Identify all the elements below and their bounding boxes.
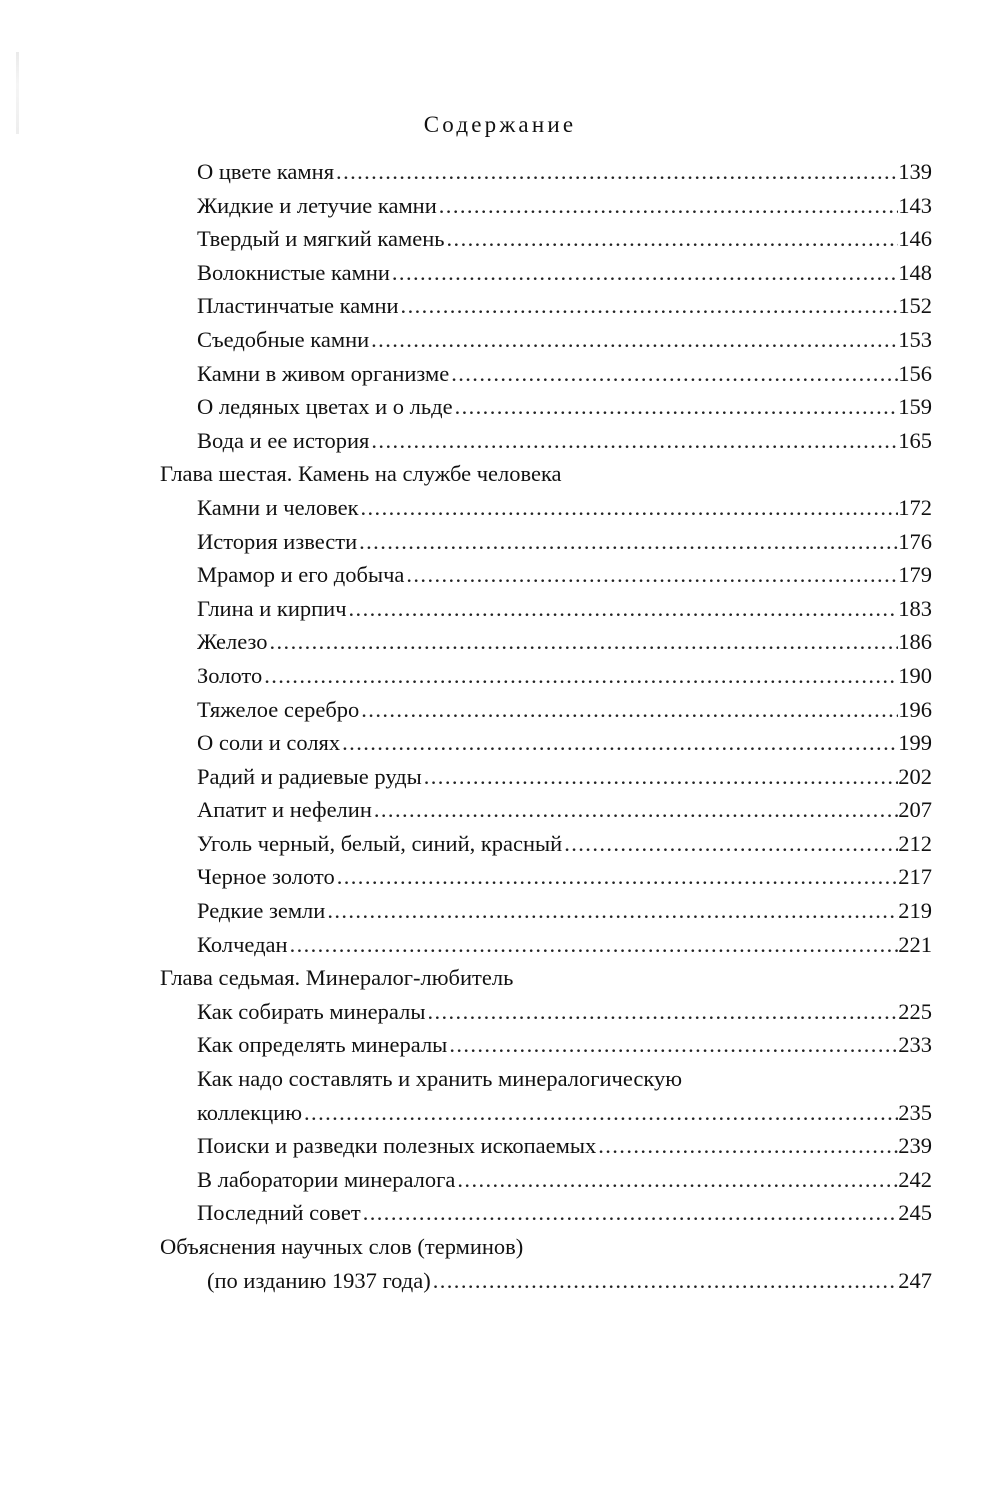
toc-entry-title: Камни в живом организме <box>197 357 449 391</box>
dot-leader <box>404 558 898 592</box>
page-title: Содержание <box>423 112 577 137</box>
toc-entry <box>160 928 932 962</box>
toc-entry-page: 156 <box>898 360 932 386</box>
toc-entry-page: 186 <box>898 629 932 655</box>
toc-entry-page: 146 <box>898 226 932 252</box>
toc-entry <box>160 793 932 827</box>
toc-entry <box>160 1196 932 1230</box>
toc-entry-page: 233 <box>898 1032 932 1058</box>
toc-entry-page: 242 <box>898 1166 932 1192</box>
toc-entry <box>160 860 932 894</box>
toc-entry <box>160 827 932 861</box>
toc-entry <box>160 222 932 256</box>
chapter-title: Объяснения научных слов (терминов) <box>160 1230 523 1264</box>
dot-leader <box>335 860 899 894</box>
dot-leader <box>445 222 899 256</box>
dot-leader <box>325 894 898 928</box>
dot-leader <box>369 424 898 458</box>
toc-entry-continuation <box>160 1096 932 1130</box>
toc-entry-page: 196 <box>898 696 932 722</box>
chapter-title: Глава седьмая. Минералог-любитель <box>160 961 513 995</box>
toc-entry-page: 219 <box>898 898 932 924</box>
toc-entry-page: 221 <box>898 931 932 957</box>
toc-entry <box>160 894 932 928</box>
dot-leader <box>562 827 898 861</box>
toc-entry-page: 199 <box>898 730 932 756</box>
toc-entry-title: Съедобные камни <box>197 323 369 357</box>
toc-entry <box>160 357 932 391</box>
toc-entry-title: О ледяных цветах и о льде <box>197 390 453 424</box>
toc-entry <box>160 155 932 189</box>
toc-entry-title: Волокнистые камни <box>197 256 390 290</box>
toc-entry-title: Твердый и мягкий камень <box>197 222 445 256</box>
toc-entry-title: Радий и радиевые руды <box>197 760 422 794</box>
dot-leader <box>431 1264 899 1298</box>
toc-entry <box>160 256 932 290</box>
toc-entry <box>160 525 932 559</box>
toc-entry-continuation <box>160 1264 932 1298</box>
dot-leader <box>447 1028 898 1062</box>
toc-entry-title: О цвете камня <box>197 155 334 189</box>
toc-entry-title: Поиски и разведки полезных ископаемых <box>197 1129 596 1163</box>
toc-entry <box>160 189 932 223</box>
toc-entry <box>160 1129 932 1163</box>
toc-entry <box>160 1062 932 1096</box>
toc-entry-title: Как надо составлять и хранить минералогическую <box>197 1062 682 1096</box>
dot-leader <box>455 1163 898 1197</box>
dot-leader <box>399 289 899 323</box>
toc-entry-title: Апатит и нефелин <box>197 793 372 827</box>
dot-leader <box>372 793 898 827</box>
dot-leader <box>359 491 899 525</box>
dot-leader <box>334 155 898 189</box>
toc-entry-title: Глина и кирпич <box>197 592 347 626</box>
toc-entry <box>160 289 932 323</box>
toc-entry <box>160 1028 932 1062</box>
toc-entry-title: Как определять минералы <box>197 1028 447 1062</box>
toc-entry-title: Черное золото <box>197 860 335 894</box>
toc-entry-page: 139 <box>898 159 932 184</box>
dot-leader <box>437 189 898 223</box>
toc-entry-title: Золото <box>197 659 262 693</box>
dot-leader <box>449 357 898 391</box>
dot-leader <box>268 625 899 659</box>
toc-entry <box>160 760 932 794</box>
toc-entry-page: 143 <box>898 192 932 218</box>
toc-entry-title: История извести <box>197 525 357 559</box>
toc-entry <box>160 390 932 424</box>
toc-entry <box>160 491 932 525</box>
dot-leader <box>262 659 898 693</box>
toc-entry-page: 190 <box>898 662 932 688</box>
toc-entry-title: Колчедан <box>197 928 288 962</box>
toc-entry-page: 245 <box>898 1200 932 1226</box>
toc-entry-page: 159 <box>898 394 932 420</box>
toc-chapter-heading <box>160 1230 932 1264</box>
toc-entry-page: 148 <box>898 259 932 285</box>
toc-entry-title: коллекцию <box>197 1096 302 1130</box>
dot-leader <box>347 592 899 626</box>
toc-entry-page: 225 <box>898 998 932 1024</box>
toc-entry-page: 239 <box>898 1133 932 1159</box>
dot-leader <box>288 928 899 962</box>
dot-leader <box>361 1196 899 1230</box>
toc-entry <box>160 1163 932 1197</box>
toc-entry <box>160 693 932 727</box>
toc-entry <box>160 592 932 626</box>
toc-chapter-heading <box>160 961 932 995</box>
dot-leader <box>359 693 898 727</box>
toc-entry-page: 172 <box>898 494 932 520</box>
toc-entry <box>160 625 932 659</box>
toc-entry-title: (по изданию 1937 года) <box>207 1264 431 1298</box>
toc-entry-title: Как собирать минералы <box>197 995 425 1029</box>
dot-leader <box>302 1096 898 1130</box>
toc-entry <box>160 726 932 760</box>
toc-entry <box>160 995 932 1029</box>
toc-entry-page: 217 <box>898 864 932 890</box>
table-of-contents <box>160 155 932 1297</box>
toc-entry-title: Редкие земли <box>197 894 325 928</box>
toc-chapter-heading <box>160 457 932 491</box>
dot-leader <box>369 323 898 357</box>
toc-entry-title: Камни и человек <box>197 491 359 525</box>
toc-entry-page: 176 <box>898 528 932 554</box>
toc-entry-page: 202 <box>898 763 932 789</box>
toc-entry-title: Железо <box>197 625 268 659</box>
toc-entry-page: 183 <box>898 595 932 621</box>
toc-entry-title: Последний совет <box>197 1196 361 1230</box>
toc-entry-page: 235 <box>898 1099 932 1125</box>
toc-entry <box>160 659 932 693</box>
toc-entry-page: 153 <box>898 326 932 352</box>
dot-leader <box>596 1129 898 1163</box>
toc-entry-title: Тяжелое серебро <box>197 693 359 727</box>
dot-leader <box>357 525 898 559</box>
toc-entry-page: 207 <box>898 797 932 823</box>
dot-leader <box>390 256 898 290</box>
toc-entry <box>160 424 932 458</box>
toc-entry-page: 212 <box>898 830 932 856</box>
toc-entry-page: 179 <box>898 562 932 588</box>
toc-entry-page: 247 <box>898 1267 932 1293</box>
toc-entry-title: В лаборатории минералога <box>197 1163 455 1197</box>
chapter-title: Глава шестая. Камень на службе человека <box>160 457 562 491</box>
toc-entry-page: 152 <box>898 293 932 319</box>
dot-leader <box>340 726 898 760</box>
toc-entry-title: Мрамор и его добыча <box>197 558 404 592</box>
toc-entry-title: О соли и солях <box>197 726 340 760</box>
toc-entry-title: Пластинчатые камни <box>197 289 399 323</box>
dot-leader <box>425 995 898 1029</box>
toc-entry <box>160 323 932 357</box>
toc-entry-title: Жидкие и летучие камни <box>197 189 437 223</box>
dot-leader <box>422 760 899 794</box>
dot-leader <box>453 390 899 424</box>
toc-entry-title: Вода и ее история <box>197 424 369 458</box>
toc-entry-title: Уголь черный, белый, синий, красный <box>197 827 562 861</box>
toc-entry-page: 165 <box>898 427 932 453</box>
toc-entry <box>160 558 932 592</box>
